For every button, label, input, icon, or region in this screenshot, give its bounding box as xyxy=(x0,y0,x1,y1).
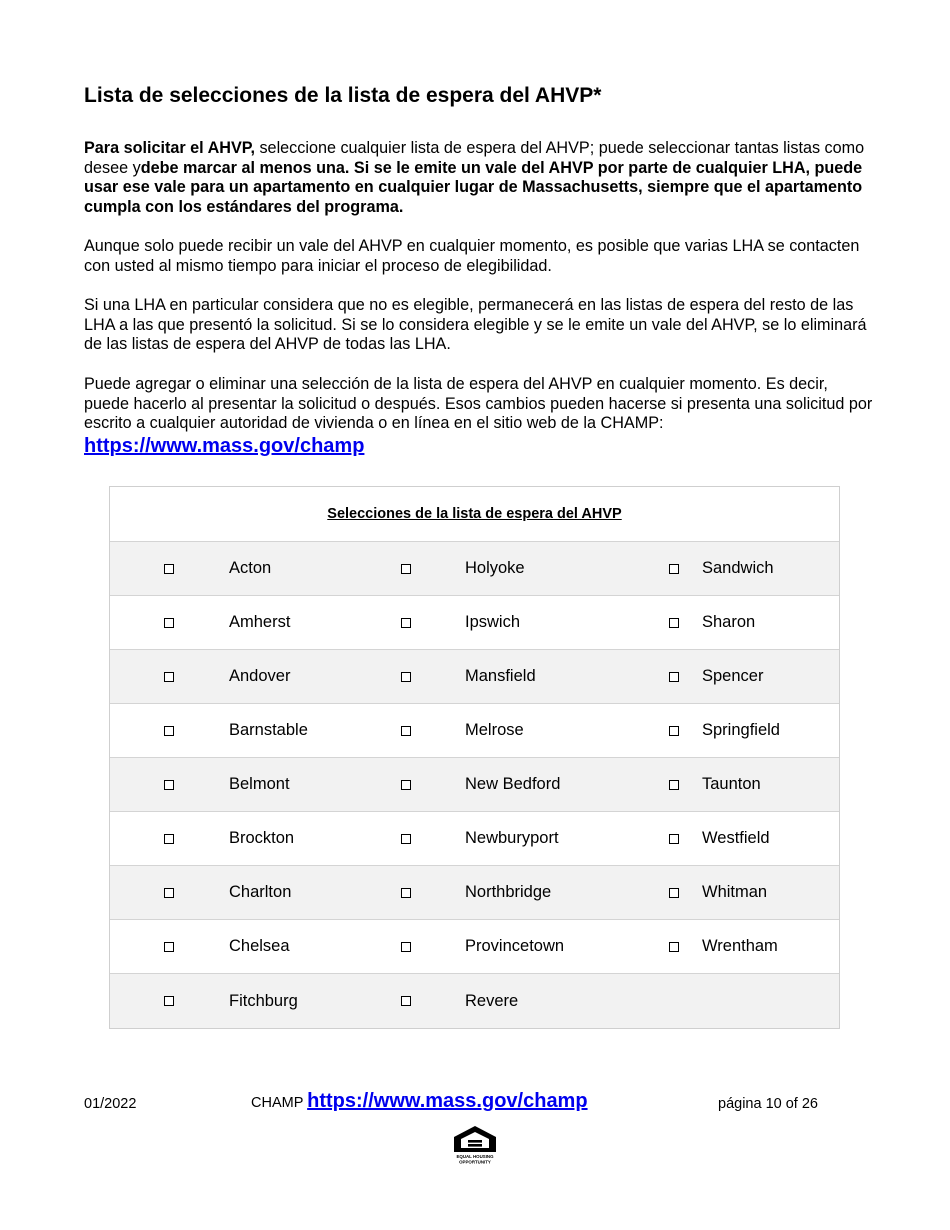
checkbox-whitman[interactable] xyxy=(669,888,679,898)
checkbox-amherst[interactable] xyxy=(164,618,174,628)
town-cell xyxy=(229,542,271,595)
town-cell xyxy=(229,812,294,865)
waitlist-header xyxy=(110,487,839,542)
waitlist-row xyxy=(110,920,839,974)
town-cell xyxy=(229,704,308,757)
town-label-wrentham: Wrentham xyxy=(702,937,778,955)
town-cell xyxy=(702,650,763,703)
checkbox-cell xyxy=(669,704,679,757)
town-label-newburyport: Newburyport xyxy=(465,829,559,847)
town-label-spencer: Spencer xyxy=(702,667,764,685)
checkbox-belmont[interactable] xyxy=(164,780,174,790)
checkbox-sharon[interactable] xyxy=(669,618,679,628)
checkbox-cell xyxy=(669,542,679,595)
town-cell xyxy=(702,596,755,649)
checkbox-mansfield[interactable] xyxy=(401,672,411,682)
intro-text: seleccione cualquier lista de espera del AHVP; puede seleccionar tantas listas como desee y xyxy=(84,139,865,177)
waitlist-row xyxy=(110,974,839,1028)
waitlist-row xyxy=(110,596,839,650)
checkbox-ipswich[interactable] xyxy=(401,618,411,628)
town-cell xyxy=(465,920,564,973)
checkbox-andover[interactable] xyxy=(164,672,174,682)
town-label-ipswich: Ipswich xyxy=(465,613,521,631)
checkbox-cell xyxy=(401,812,411,865)
town-label-chelsea: Chelsea xyxy=(229,937,290,955)
checkbox-cell xyxy=(401,542,411,595)
town-label-revere: Revere xyxy=(465,991,519,1010)
checkbox-cell xyxy=(164,758,174,811)
logo-text-2: OPPORTUNITY xyxy=(459,1159,491,1165)
checkbox-holyoke[interactable] xyxy=(401,564,411,574)
footer-champ-link[interactable]: https://www.mass.gov/champ xyxy=(307,1090,588,1112)
town-label-new-bedford: New Bedford xyxy=(465,775,561,793)
checkbox-springfield[interactable] xyxy=(669,726,679,736)
checkbox-northbridge[interactable] xyxy=(401,888,411,898)
town-label-whitman: Whitman xyxy=(702,883,768,901)
waitlist-row xyxy=(110,650,839,704)
checkbox-cell xyxy=(401,920,411,973)
checkbox-cell xyxy=(164,596,174,649)
eligibility-paragraph: Aunque solo puede recibir un vale del AHVP en cualquier momento, es posible que varias LHA se contacten con usted al mismo tiempo para iniciar el proceso de elegibilidad. xyxy=(84,237,860,275)
checkbox-cell xyxy=(164,542,174,595)
checkbox-cell xyxy=(669,920,679,973)
town-label-sharon: Sharon xyxy=(702,613,756,631)
town-label-provincetown: Provincetown xyxy=(465,937,565,955)
checkbox-barnstable[interactable] xyxy=(164,726,174,736)
town-cell xyxy=(702,758,761,811)
page-title: Lista de selecciones de la lista de espera del AHVP* xyxy=(84,84,602,107)
checkbox-acton[interactable] xyxy=(164,564,174,574)
footer-champ-label: CHAMP xyxy=(251,1095,308,1111)
page-footer xyxy=(84,1090,874,1120)
town-cell xyxy=(229,866,291,919)
town-label-mansfield: Mansfield xyxy=(465,667,536,685)
changes-paragraph xyxy=(84,375,874,458)
town-cell xyxy=(229,758,290,811)
town-cell xyxy=(229,974,298,1028)
checkbox-provincetown[interactable] xyxy=(401,942,411,952)
changes-text: Puede agregar o eliminar una selección de la lista de espera del AHVP en cualquier momento. Es decir, puede hacerlo al presentar la solicitud o después. Esos cambios pueden hacerse si presenta una solicitud por escrito a cualquier autoridad de vivienda o en línea en el sitio web de la CHAMP: xyxy=(84,375,873,433)
checkbox-cell xyxy=(401,866,411,919)
town-label-northbridge: Northbridge xyxy=(465,883,552,901)
waitlist-row xyxy=(110,704,839,758)
waitlist-title: Selecciones de la lista de espera del AHVP xyxy=(327,506,622,522)
town-cell xyxy=(465,650,536,703)
checkbox-charlton[interactable] xyxy=(164,888,174,898)
checkbox-brockton[interactable] xyxy=(164,834,174,844)
town-cell xyxy=(465,596,520,649)
town-cell xyxy=(229,596,290,649)
waitlist-row xyxy=(110,866,839,920)
ineligible-paragraph: Si una LHA en particular considera que no es elegible, permanecerá en las listas de espera del resto de las LHA a las que presentó la solicitud. Si se lo considera elegible y se le emite un vale del AHVP, se lo eliminará de las listas de espera del AHVP de todas las LHA. xyxy=(84,296,867,354)
town-label-charlton: Charlton xyxy=(229,883,292,901)
town-cell xyxy=(465,866,551,919)
town-label-belmont: Belmont xyxy=(229,775,290,793)
intro-paragraph xyxy=(84,139,874,218)
town-label-acton: Acton xyxy=(229,559,272,577)
checkbox-newburyport[interactable] xyxy=(401,834,411,844)
town-cell xyxy=(229,920,290,973)
town-label-barnstable: Barnstable xyxy=(229,721,308,739)
town-label-westfield: Westfield xyxy=(702,829,770,847)
checkbox-cell xyxy=(401,650,411,703)
equal-housing-logo xyxy=(451,1124,499,1166)
town-label-sandwich: Sandwich xyxy=(702,559,774,577)
checkbox-sandwich[interactable] xyxy=(669,564,679,574)
town-cell xyxy=(702,812,770,865)
town-label-melrose: Melrose xyxy=(465,721,524,739)
footer-page-number: página 10 of 26 xyxy=(718,1096,818,1112)
town-cell xyxy=(229,650,290,703)
champ-link[interactable]: https://www.mass.gov/champ xyxy=(84,435,365,458)
intro-bold-lead: Para solicitar el AHVP, xyxy=(84,139,255,157)
waitlist-body xyxy=(110,542,839,1028)
checkbox-new-bedford[interactable] xyxy=(401,780,411,790)
town-cell xyxy=(465,542,525,595)
checkbox-chelsea[interactable] xyxy=(164,942,174,952)
town-label-holyoke: Holyoke xyxy=(465,559,525,577)
checkbox-cell xyxy=(164,704,174,757)
checkbox-cell xyxy=(164,974,174,1028)
checkbox-cell xyxy=(401,596,411,649)
checkbox-cell xyxy=(401,704,411,757)
town-cell xyxy=(702,704,780,757)
checkbox-cell xyxy=(669,758,679,811)
town-cell xyxy=(465,974,518,1028)
checkbox-cell xyxy=(669,812,679,865)
town-cell xyxy=(465,812,559,865)
town-cell xyxy=(465,704,524,757)
checkbox-cell xyxy=(401,758,411,811)
checkbox-cell xyxy=(669,650,679,703)
town-label-brockton: Brockton xyxy=(229,829,295,847)
intro-bold-tail: debe marcar al menos una. Si se le emite un vale del AHVP por parte de cualquier LHA, puede usar ese vale para un apartamento en cualquier lugar de Massachusetts, siempre que el apartamento cumpla con los estándares del programa. xyxy=(84,158,863,217)
footer-champ xyxy=(251,1090,588,1113)
town-label-andover: Andover xyxy=(229,667,291,685)
logo-text-1: EQUAL HOUSING xyxy=(456,1154,494,1159)
checkbox-cell xyxy=(164,920,174,973)
waitlist-table xyxy=(109,486,840,1029)
checkbox-fitchburg[interactable] xyxy=(164,996,174,1006)
checkbox-taunton[interactable] xyxy=(669,780,679,790)
checkbox-westfield[interactable] xyxy=(669,834,679,844)
checkbox-cell xyxy=(669,596,679,649)
town-cell xyxy=(702,920,778,973)
checkbox-cell xyxy=(164,866,174,919)
checkbox-cell xyxy=(164,812,174,865)
town-label-amherst: Amherst xyxy=(229,613,291,631)
waitlist-row xyxy=(110,758,839,812)
town-cell xyxy=(702,542,774,595)
checkbox-melrose[interactable] xyxy=(401,726,411,736)
footer-date: 01/2022 xyxy=(84,1096,137,1112)
checkbox-spencer[interactable] xyxy=(669,672,679,682)
waitlist-row xyxy=(110,542,839,596)
checkbox-cell xyxy=(401,974,411,1028)
checkbox-cell xyxy=(669,866,679,919)
town-cell xyxy=(465,758,560,811)
checkbox-wrentham[interactable] xyxy=(669,942,679,952)
checkbox-cell xyxy=(164,650,174,703)
town-cell xyxy=(702,866,767,919)
town-label-springfield: Springfield xyxy=(702,721,780,739)
waitlist-row xyxy=(110,812,839,866)
town-label-taunton: Taunton xyxy=(702,775,761,793)
town-label-fitchburg: Fitchburg xyxy=(229,991,298,1010)
checkbox-revere[interactable] xyxy=(401,996,411,1006)
